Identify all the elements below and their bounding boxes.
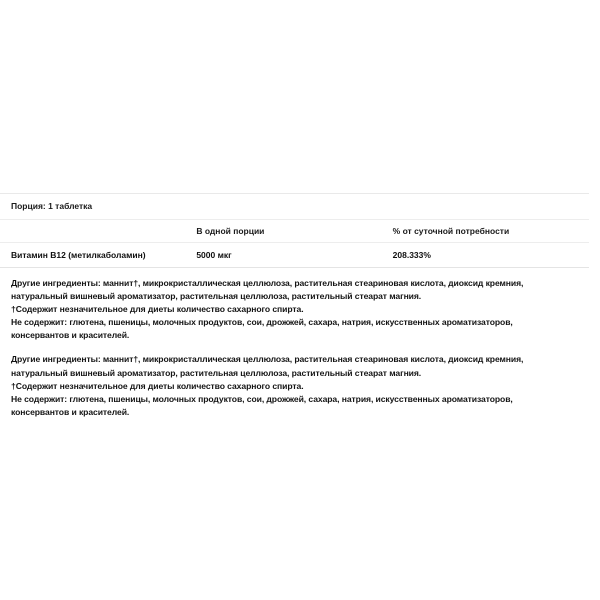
ingredient-notes <box>0 277 600 419</box>
serving-size-label: Порция: 1 таблетка <box>11 201 93 212</box>
note-line: Другие ингредиенты: маннит†, микрокристаллическая целлюлоза, растительная стеариновая кислота, диоксид кремния, <box>11 278 524 288</box>
table-header-row <box>0 220 589 243</box>
note-line: †Содержит незначительное для диеты количество сахарного спирта. <box>11 380 304 391</box>
supplement-facts-table <box>0 193 589 268</box>
serving-size-row <box>0 194 589 220</box>
note-line: консервантов и красителей. <box>11 330 130 341</box>
serving-size-cell <box>0 194 589 220</box>
nutrient-daily-value: 208.333% <box>393 243 589 268</box>
ingredient-note-block <box>11 277 589 342</box>
note-line: Не содержит: глютена, пшеницы, молочных продуктов, сои, дрожжей, сахара, натрия, искусственных ароматизаторов, <box>11 393 513 404</box>
supplement-facts-panel <box>0 193 600 419</box>
nutrient-name: Витамин B12 (метилкаболамин) <box>0 243 196 268</box>
table-row <box>0 243 589 268</box>
ingredient-note-block <box>11 353 589 418</box>
note-line: †Содержит незначительное для диеты количество сахарного спирта. <box>11 304 304 315</box>
column-header-amount-per-serving: В одной порции <box>196 220 392 243</box>
column-header-percent-daily-value: % от суточной потребности <box>393 220 589 243</box>
note-line: натуральный вишневый ароматизатор, растительная целлюлоза, растительный стеарат магния. <box>11 291 422 302</box>
note-line: натуральный вишневый ароматизатор, растительная целлюлоза, растительный стеарат магния. <box>11 367 422 378</box>
note-line: Не содержит: глютена, пшеницы, молочных продуктов, сои, дрожжей, сахара, натрия, искусственных ароматизаторов, <box>11 317 513 328</box>
nutrient-amount: 5000 мкг <box>196 243 392 268</box>
note-line: консервантов и красителей. <box>11 406 130 417</box>
column-header-name <box>0 220 196 243</box>
note-line: Другие ингредиенты: маннит†, микрокристаллическая целлюлоза, растительная стеариновая кислота, диоксид кремния, <box>11 354 524 365</box>
